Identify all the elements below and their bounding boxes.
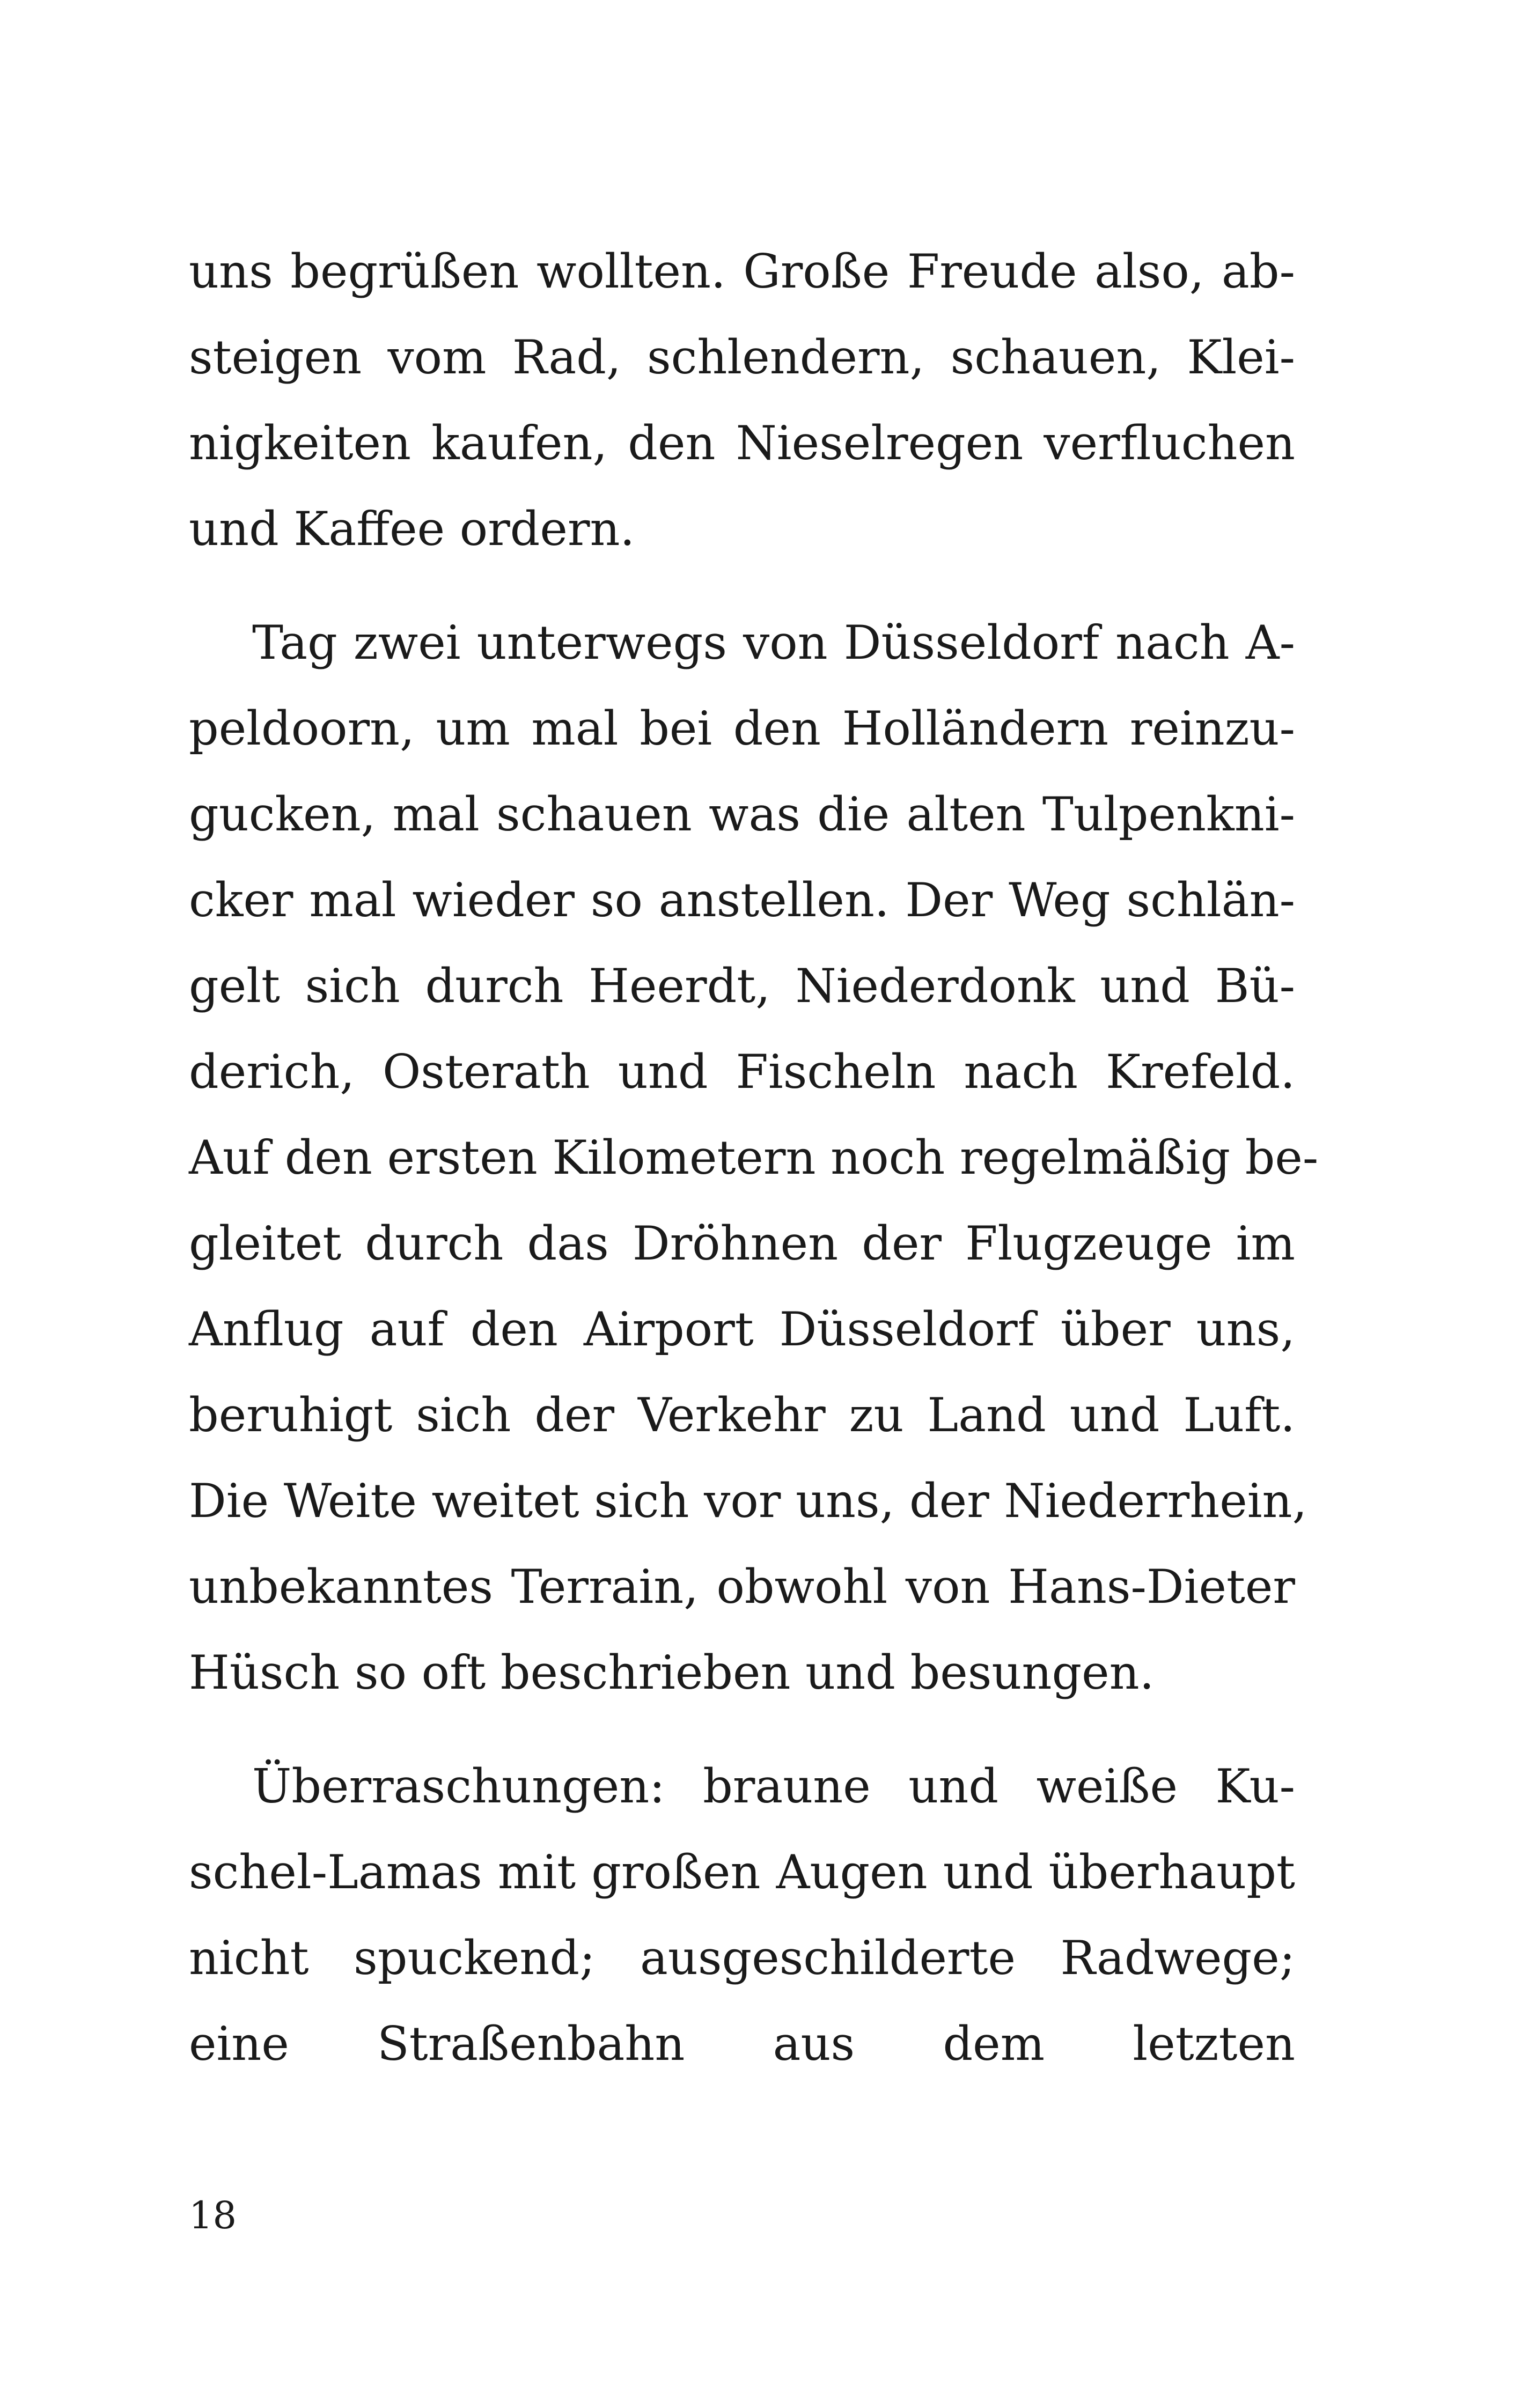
text-line: Die Weite weitet sich vor uns, der Niederrhein, xyxy=(189,1474,1307,1528)
text-line: nicht spuckend; ausgeschilderte Radwege; xyxy=(189,1931,1295,1985)
paragraph-spacer xyxy=(189,1715,1295,1743)
text-line: steigen vom Rad, schlendern, schauen, Klei- xyxy=(189,330,1295,385)
paragraph-3 xyxy=(189,1743,1295,2087)
text-line: Auf den ersten Kilometern noch regelmäßig be- xyxy=(189,1130,1319,1185)
paragraph-2 xyxy=(189,600,1319,1715)
text-line: beruhigt sich der Verkehr zu Land und Luft. xyxy=(189,1388,1295,1442)
text-line: gleitet durch das Dröhnen der Flugzeuge im xyxy=(189,1216,1295,1271)
text-line: Anflug auf den Airport Düsseldorf über uns, xyxy=(189,1302,1295,1357)
text-line: Überraschungen: braune und weiße Ku- xyxy=(252,1759,1295,1814)
text-line: nigkeiten kaufen, den Nieselregen verfluchen xyxy=(189,416,1295,470)
text-line: gucken, mal schauen was die alten Tulpenkni- xyxy=(189,787,1295,842)
text-line: Hüsch so oft beschrieben und besungen. xyxy=(189,1645,1155,1700)
text-line: schel-Lamas mit großen Augen und überhaupt xyxy=(189,1845,1295,1899)
text-line: eine Straßenbahn aus dem letzten xyxy=(189,2016,1295,2071)
text-line: derich, Osterath und Fischeln nach Krefeld. xyxy=(189,1044,1295,1099)
text-line: peldoorn, um mal bei den Holländern reinzu- xyxy=(189,701,1295,756)
text-line: Tag zwei unterwegs von Düsseldorf nach A- xyxy=(252,615,1295,670)
body-text xyxy=(189,229,1319,2087)
text-line: und Kaffee ordern. xyxy=(189,502,635,556)
text-line: uns begrüßen wollten. Große Freude also, ab- xyxy=(189,244,1295,299)
text-line: unbekanntes Terrain, obwohl von Hans-Dieter xyxy=(189,1559,1295,1614)
text-line: cker mal wieder so anstellen. Der Weg schlän- xyxy=(189,873,1295,927)
page-number: 18 xyxy=(189,2193,237,2237)
paragraph-spacer xyxy=(189,572,1295,600)
text-line: gelt sich durch Heerdt, Niederdonk und Bü- xyxy=(189,959,1295,1013)
paragraph-1 xyxy=(189,229,1295,572)
